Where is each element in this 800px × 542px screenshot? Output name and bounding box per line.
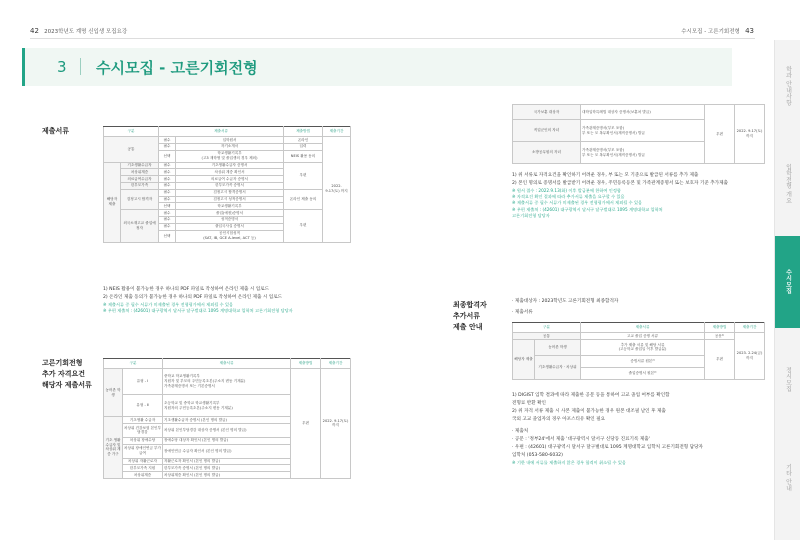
label-line: 해당자 제출서류 [42,381,92,389]
doc-cell [176,150,284,162]
doc-text: 공인시험성적 [219,231,240,236]
req-cell: 필수 [159,189,176,196]
note-line: 2) 위 자격 서류 제출 시 사본 제출이 불가능한 경우 원본 대조필 날인 후 제출 [512,409,666,414]
note-line: 2) 본인 명의로 증명서를 발급받기 어려운 경우, 주민등록등본 및 가족관계증명서 또는 보호자 기준 추가제출 [512,181,728,186]
col-header-period: 제출기간 [323,127,351,137]
method-cell: 우편 [705,105,735,164]
conditional-label: 해당자 제출 [513,339,535,379]
doc-cell: 기초생활수급자 증명서 (본인 명의 발급) [163,417,291,424]
col-header: 제출서류 [581,323,705,333]
col-header: 제출기간 [735,323,765,333]
col-header: 제출기간 [321,359,351,369]
doc-cell: 차상위 계층 확인서 [176,169,284,176]
left-page-number: 42 [30,27,39,35]
type-cell: 차상위 건강보험 본인부담경감 [123,423,163,437]
final-docs-table [512,322,765,380]
final-docs-table-wrap [512,322,765,380]
doc-cell [176,230,284,242]
type-cell: 차상위계층 [123,472,163,479]
req-cell: 필수 [159,196,176,203]
period-cell: 2022. 9.17(토) 까지 [321,369,351,479]
doc-cell: 증빙서류 원본²⁾ [581,355,705,367]
green-note: ※ 자격요건 확인 결과에 따라 추가서류 제출을 요구할 수 있음 [512,194,625,200]
doc-cell: 검정고시 합격증명서 [176,189,284,196]
note-line: 1) 위 서류로 자격요건을 확인하기 어려운 경우, 부 또는 모 기준으로 발급된 서류를 추가 제출 [512,173,699,178]
label-line: 추가서류 [453,312,481,320]
doc-line: 가족관계증명서 또는 기본증명서 [164,383,215,388]
req-cell: 필수 [159,216,176,223]
section-title: 수시모집 - 고른기회전형 [96,59,258,77]
documents-notes [103,286,353,314]
doc-cell: 학교생활기록부 [176,203,284,210]
side-tab-4[interactable]: 정시모집 [784,367,792,393]
contact-line: · 우편 : (42601) 대구광역시 달서구 달구벌대로 1095 계명대학교 입학처 고른기회전형 담당자 [512,445,703,450]
doc-line: 가족관계증명서(부모 포함) [582,147,625,152]
green-note: ※ 원서 접수 : 2022.9.13(화) 이후 발급분에 한하여 인정함 [512,188,621,193]
req-cell: 선택 [159,230,176,242]
side-tab-3-active[interactable]: 수시모집 [775,236,800,328]
doc-cell: 입학원서 [176,137,284,144]
left-running-title: 2023학년도 계명 신입생 모집요강 [44,29,128,35]
type-cell: 유형 - Ⅰ [123,369,163,395]
req-cell: 필수 [159,210,176,217]
label-line: 추가 자격요건 [42,370,86,378]
note-line: 국외 고교 졸업자의 경우 아포스티유 확인 필요 [512,417,606,422]
extra-requirements-label [42,358,92,391]
farm-label: 농어촌 학생 [535,339,581,355]
basic-label: 기초 생활 수급자 및 차상위 계층 가구 [104,417,123,479]
method-online-cell: 온라인 제출 동의 [284,189,323,209]
method-cell: 우편 [291,369,321,479]
doc-line: 지원자의 주민등록초본(주소지 변동 기재분) [164,405,233,410]
type-cell: 기초생활 수급자 [123,417,163,424]
doc-cell [581,339,705,355]
type-cell: 직업군인의 자녀 [513,120,581,142]
period-cell: 2022. 9.17(토) 까지 [735,105,765,164]
label-line: 고른기회전형 [42,359,83,367]
eligibility-table-wrap [512,104,765,164]
period-cell: 2023. 2.24(금) 까지 [735,333,765,380]
req-cell: 필수 [159,223,176,230]
type-cell: 한부모가족 지원 [123,465,163,472]
doc-cell: 검정고시 성적증명서 [176,196,284,203]
req-cell: 필수 [159,143,176,150]
method-cell: 우편 [705,339,735,379]
documents-table [103,126,351,243]
final-notes [512,392,764,466]
doc-cell: 성적증명서 [176,216,284,223]
contact-line: · 공문 : '정부24'에서 제출 '대구광역시 달서구 신당동 진료기록 제출' [512,437,650,442]
col-header: 제출방법 [291,359,321,369]
req-cell: 필수 [159,137,176,144]
doc-line: 지원자 및 부모의 주민등록초본(주소지 변동 기재분) [164,379,246,384]
col-header: 구분 [104,359,163,369]
section-separator [80,58,81,75]
group-name: 차상위계층 [121,169,159,176]
side-tab-5[interactable]: 기타 안내 [784,464,792,492]
basic-label: 기초생활수급자 · 차상위 [535,355,581,379]
method-mail-cell: 우편 [284,162,323,189]
common-label: 공통 [104,137,159,163]
col-header: 제출서류 [163,359,291,369]
header-rule [30,38,755,39]
docs-cell [163,369,291,395]
type-cell: 차상위 자활근로자 [123,458,163,465]
doc-cell: 대학입학특례법 대상자 증명서(보훈처 발급) [581,105,705,120]
doc-subtext: (SAT, IB, GCE A-level, ACT 등) [203,236,256,241]
doc-cell [581,142,705,164]
type-cell: 국가보훈 대상자 [513,105,581,120]
req-cell: 선택 [159,203,176,210]
docs-cell [163,395,291,417]
documents-label: 제출서류 [42,127,70,135]
doc-cell: 차상위 본인부담경감 대상자 증명서 (본인 명의 발급) [163,423,291,437]
doc-cell: 한부모가족 증명서 [176,182,284,189]
group-name: 기초생활수급자 [121,162,159,169]
doc-cell: 기초생활수급자 증명서 [176,162,284,169]
type-cell: 차상위 장애인연금 부가급여 [123,444,163,458]
green-note: ※ 우편 제출처 : (42601) 대구광역시 달서구 달구벌대로 1095 계명대학교 입학처 [512,206,663,212]
side-tab-bar [774,40,800,540]
method-cell: 공문¹⁾ [705,333,735,340]
doc-line: 부 또는 모 복무확인서(재직증명서) 발급 [582,130,645,135]
contact-title: · 제출처 [512,429,529,434]
note-line: 1) DIGIST 입학 결과에 따라 제출한 공문 등을 통하여 고교 졸업 여부를 확인함 [512,393,670,398]
note-line: 2) 온라인 제출 동의가 불가능한 경우 하나의 PDF 파일로 작성하여 온라인 제출 시 업로드 [103,295,283,300]
type-cell: 유형 - Ⅱ [123,395,163,417]
doc-cell: 고교 졸업 증명 서류 [581,333,705,340]
col-header-category: 구분 [104,127,159,137]
doc-cell: 장애수당 대상자 확인서 (본인 명의 발급) [163,437,291,444]
green-note: ※ 우편 제출처 : (42601) 대구광역시 달서구 달구벌대로 1095 계명대학교 입학처 고른기회전형 담당자 [103,308,293,314]
section-accent-bar [22,48,25,86]
req-cell: 필수 [159,162,176,169]
group-name: 의료급여수급자 [121,176,159,183]
doc-line: 초등학교 및 중학교 학교생활기록부 [164,400,220,405]
col-header: 제출방법 [705,323,735,333]
side-tab-1[interactable]: 학과 안내사항 [784,65,792,106]
col-header-documents: 제출서류 [159,127,284,137]
doc-cell: 한부모가족 증명서 (본인 명의 발급) [163,465,291,472]
method-mail-cell-2: 우편 [284,210,323,242]
final-admittee-label [453,300,487,333]
doc-text: 학교생활기록부 [217,151,242,156]
col-header-method: 제출방법 [284,127,323,137]
documents-table-wrap [103,126,351,243]
doc-cell: 출입국사실 증명서 [176,223,284,230]
green-note: ※ 제출서류 중 필수 서류가 미제출된 경우 전형평가에서 제외될 수 있음 [103,302,234,307]
green-note: ※ 제출서류 중 필수 서류가 미제출된 경우 전형평가에서 제외될 수 있음 [512,200,643,206]
left-page-header [30,27,127,35]
side-tab-2[interactable]: 입학전형 개요 [784,163,792,204]
section-number: 3 [57,58,67,76]
note-line: 1) NEIS 활용이 불가능한 경우 하나의 PDF 파일로 작성하여 온라인 제출 시 업로드 [103,287,270,292]
eligibility-table [512,104,765,164]
doc-cell: 자활근로자 확인서 (본인 명의 발급) [163,458,291,465]
green-note: 고른기회전형 담당자 [512,212,550,218]
type-cell: 차상위 장애수당 [123,437,163,444]
type-cell: 소방공무원의 자녀 [513,142,581,164]
extra-table-wrap [103,358,351,479]
farm-label: 농어촌 학생 [104,369,123,417]
doc-cell: 차상위계층 확인서 (본인 명의 발급) [163,472,291,479]
method-cell: 온라인 [284,137,323,144]
doc-cell: 장애인연금 수급자 확인서 (본인 명의 발급) [163,444,291,458]
doc-line: 부 또는 모 복무확인서(재직증명서) 발급 [582,152,645,157]
doc-cell: 자기소개서 [176,143,284,150]
doc-cell: 졸업증명서 원본²⁾ [581,367,705,379]
req-cell: 선택 [159,150,176,162]
target-line: · 제출대상자 : 2023학년도 고른기회전형 최종합격자 [512,299,619,304]
label-line: 제출 안내 [453,323,483,331]
method-cell: 입력 [284,143,323,150]
common-label: 공통 [513,333,581,340]
doc-subtext: (고3 재학생 및 졸업생의 경우 제외) [201,156,258,161]
note-line: 전형료 반환 확인 [512,401,546,406]
green-note: ※ 기한 내에 서류를 제출하지 않은 경우 합격이 취소될 수 있음 [512,460,626,465]
conditional-label: 해당자 제출 [104,162,121,242]
extra-requirements-table [103,358,351,479]
doc-line: 중학교 학교생활기록부 [164,374,200,379]
right-page-number: 43 [745,27,754,35]
period-cell: 2022. 9.17(토) 까지 [323,137,351,243]
req-cell: 필수 [159,169,176,176]
doc-cell [581,120,705,142]
doc-subtext: (고등학교 졸업일 이후 발급분) [618,347,667,352]
req-cell: 필수 [159,182,176,189]
right-running-title: 수시모집 - 고른기회전형 [681,29,740,35]
label-line: 최종합격자 [453,301,487,309]
req-cell: 필수 [159,176,176,183]
contact-line: 입학처 (053-580-6032) [512,453,563,458]
eligibility-notes [512,172,764,219]
doc-text: 추가 제출 서류 및 해당 서류 [620,342,665,347]
doc-cell: 의료급여 수급자 증명서 [176,176,284,183]
method-cell: NEIS 활용 동의 [284,150,323,162]
right-page-header [681,27,754,35]
doc-cell: 졸업(예정)증명서 [176,210,284,217]
group-name: 검정고시 합격자 [121,189,159,209]
group-name: 외국소재고교 졸업예정자 [121,210,159,242]
group-name: 한부모가족 [121,182,159,189]
doc-line: 가족관계증명서(부모 포함) [582,125,625,130]
col-header: 구분 [513,323,581,333]
docs-title: · 제출서류 [512,310,533,315]
